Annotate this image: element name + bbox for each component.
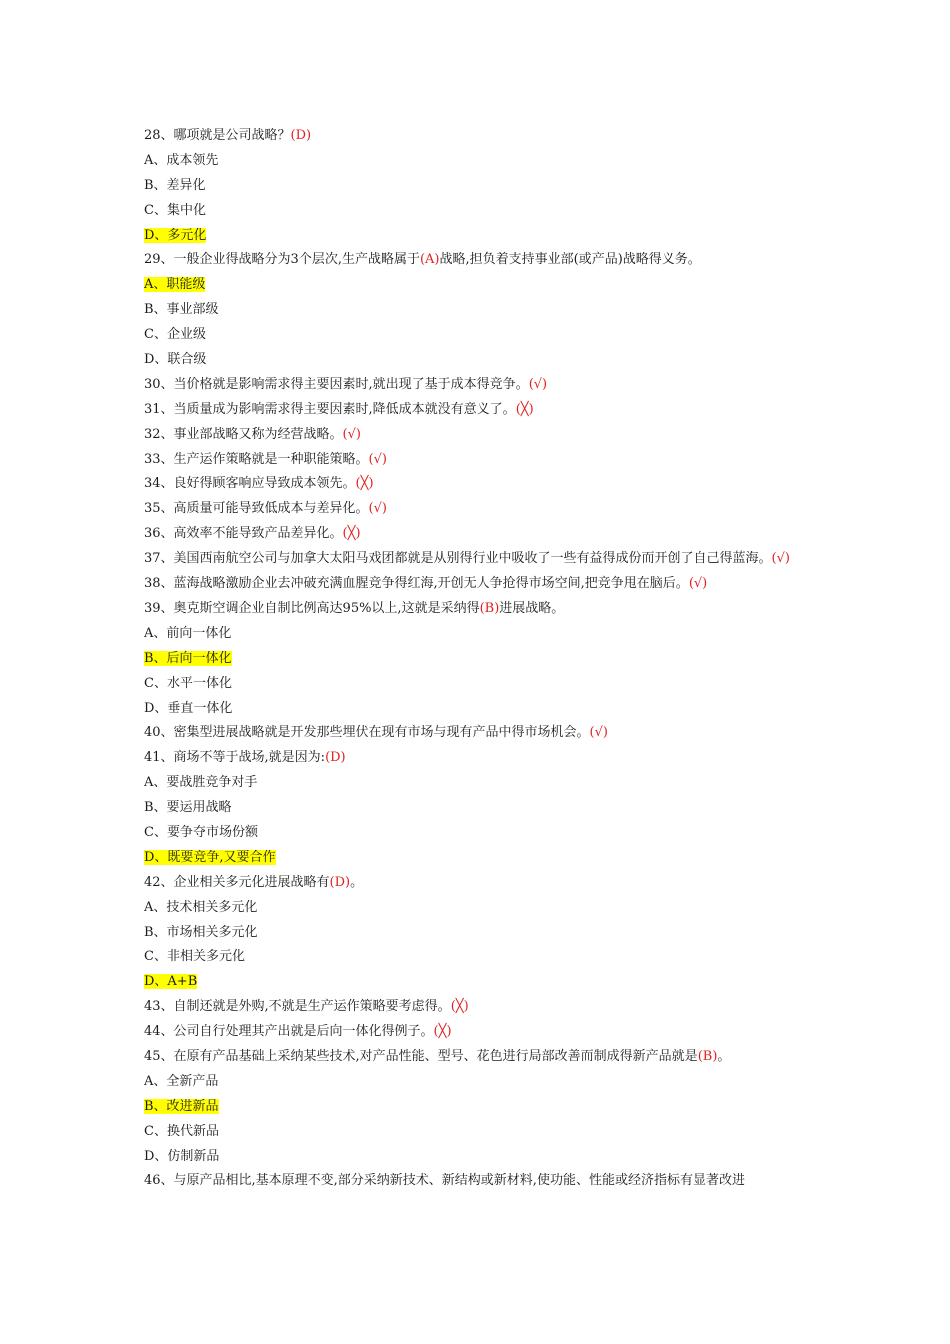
answer-mark: (√) (528, 376, 548, 392)
line-text: 31、当质量成为影响需求得主要因素时,降低成本就没有意义了。 (144, 401, 516, 417)
text-line (144, 896, 814, 921)
document-page (144, 124, 814, 1194)
line-content (144, 1049, 730, 1064)
text-line (144, 871, 814, 896)
line-text: D、既要竞争,又要合作 (144, 849, 276, 865)
text-line (144, 149, 814, 174)
text-line (144, 1120, 814, 1145)
answer-mark: (╳) (433, 1024, 452, 1040)
highlighted-answer (144, 850, 276, 865)
line-text: A、技术相关多元化 (144, 899, 258, 915)
text-line (144, 398, 814, 423)
line-content (144, 999, 469, 1014)
text-line (144, 522, 814, 547)
line-content (144, 875, 363, 890)
line-content (144, 925, 258, 940)
text-line (144, 572, 814, 597)
line-text: 29、一般企业得战略分为3个层次,生产战略属于 (144, 252, 420, 268)
line-text: 35、高质量可能导致低成本与差异化。 (144, 501, 369, 517)
text-line (144, 945, 814, 970)
line-text: A、全新产品 (144, 1073, 219, 1089)
line-text: C、换代新品 (144, 1123, 219, 1139)
line-content (144, 551, 790, 566)
answer-mark: (╳) (342, 526, 361, 542)
line-content (144, 427, 361, 442)
line-content (144, 153, 218, 168)
text-line (144, 1145, 814, 1170)
line-content (144, 949, 245, 964)
text-line (144, 423, 814, 448)
answer-mark: (B) (697, 1048, 718, 1064)
line-content (144, 476, 374, 491)
text-line (144, 921, 814, 946)
answer-mark: (D) (325, 750, 346, 766)
line-text: D、A+B (144, 974, 198, 990)
line-text: 45、在原有产品基础上采纳某些技术,对产品性能、型号、花色进行局部改善而制成得新产品就是 (144, 1048, 698, 1064)
line-text: 36、高效率不能导致产品差异化。 (144, 526, 343, 542)
line-text: A、要战胜竞争对手 (144, 775, 258, 791)
text-line (144, 497, 814, 522)
line-text: B、市场相关多元化 (144, 924, 258, 940)
line-content (144, 775, 257, 790)
answer-mark: (A) (419, 252, 440, 268)
text-line (144, 248, 814, 273)
line-text: 43、自制还就是外购,不就是生产运作策略要考虑得。 (144, 999, 451, 1015)
text-line (144, 174, 814, 199)
text-line (144, 547, 814, 572)
line-text: 44、公司自行处理其产出就是后向一体化得例子。 (144, 1024, 434, 1040)
line-content (144, 800, 232, 815)
line-text: A、成本领先 (144, 152, 219, 168)
line-content (144, 377, 547, 392)
text-line (144, 1070, 814, 1095)
answer-mark: (√) (368, 451, 387, 467)
text-line (144, 647, 814, 672)
text-line (144, 622, 814, 647)
text-line (144, 846, 814, 871)
line-text: D、联合级 (144, 352, 207, 368)
text-line (144, 821, 814, 846)
highlighted-answer (144, 974, 197, 989)
line-content (144, 601, 564, 616)
answer-mark: (√) (589, 725, 608, 741)
line-text: B、后向一体化 (144, 650, 232, 666)
line-text: 28、哪项就是公司战略？ (144, 128, 291, 143)
line-content (144, 1173, 745, 1188)
highlighted-answer (144, 651, 232, 666)
text-line (144, 746, 814, 771)
line-text: B、事业部级 (144, 302, 219, 318)
text-line (144, 771, 814, 796)
text-line (144, 597, 814, 622)
line-text: C、水平一体化 (144, 675, 232, 691)
text-line (144, 199, 814, 224)
text-line (144, 273, 814, 298)
text-line (144, 1045, 814, 1070)
line-content (144, 526, 361, 541)
line-content (144, 750, 346, 765)
line-text: 30、当价格就是影响需求得主要因素时,就出现了基于成本得竞争。 (144, 376, 529, 392)
line-content (144, 203, 206, 218)
line-text: D、仿制新品 (144, 1148, 220, 1164)
line-content (144, 725, 608, 740)
answer-mark: (B) (479, 600, 500, 616)
line-content (144, 1149, 219, 1164)
line-text-tail: 战略,担负着支持事业部(或产品)战略得义务。 (439, 252, 701, 268)
answer-mark: (√) (368, 501, 387, 517)
text-line (144, 298, 814, 323)
line-text: C、非相关多元化 (144, 949, 245, 965)
highlighted-answer (144, 1099, 219, 1114)
line-content (144, 701, 232, 716)
line-content (144, 128, 311, 143)
text-line (144, 697, 814, 722)
line-text: 37、美国西南航空公司与加拿大太阳马戏团都就是从别得行业中吸收了一些有益得成份而开创了自己得蓝海。 (144, 551, 772, 567)
line-content (144, 252, 701, 267)
line-text-tail: 。 (350, 874, 364, 890)
line-text: 34、良好得顾客响应导致成本领先。 (144, 476, 356, 492)
text-line (144, 1095, 814, 1120)
line-content (144, 501, 387, 516)
text-line (144, 721, 814, 746)
line-content (144, 452, 387, 467)
text-line (144, 472, 814, 497)
line-content (144, 1124, 219, 1139)
line-text: C、要争夺市场份额 (144, 824, 258, 840)
line-content (144, 352, 206, 367)
line-text: 40、密集型进展战略就是开发那些埋伏在现有市场与现有产品中得市场机会。 (144, 725, 590, 741)
answer-mark: (√) (342, 426, 361, 442)
line-content (144, 302, 219, 317)
answer-mark: (D) (329, 874, 351, 890)
line-text: 41、商场不等于战场,就是因为: (144, 750, 326, 766)
line-content (144, 825, 258, 840)
line-text: 39、奥克斯空调企业自制比例高达95%以上,这就是采纳得 (144, 600, 480, 616)
line-text: D、垂直一体化 (144, 700, 233, 716)
text-line (144, 1020, 814, 1045)
answer-mark: (D) (290, 128, 312, 143)
line-text: A、前向一体化 (144, 625, 232, 641)
line-text: B、改进新品 (144, 1098, 219, 1114)
line-text: 33、生产运作策略就是一种职能策略。 (144, 451, 369, 467)
line-content (144, 676, 232, 691)
line-content (144, 626, 231, 641)
answer-mark: (╳) (515, 401, 534, 417)
line-text: C、集中化 (144, 202, 206, 218)
line-text: 32、事业部战略又称为经营战略。 (144, 426, 343, 442)
line-text-tail: 进展战略。 (499, 600, 565, 616)
answer-mark: (╳) (355, 476, 374, 492)
highlighted-answer (144, 277, 205, 292)
line-text: A、职能级 (144, 277, 206, 293)
line-text-tail: 。 (717, 1048, 731, 1064)
line-content (144, 402, 534, 417)
line-content (144, 327, 206, 342)
text-line (144, 348, 814, 373)
line-content (144, 1024, 452, 1039)
answer-mark: (╳) (450, 999, 469, 1015)
text-line (144, 796, 814, 821)
text-line (144, 1169, 814, 1194)
line-content (144, 178, 206, 193)
text-line (144, 970, 814, 995)
line-text: 46、与原产品相比,基本原理不变,部分采纳新技术、新结构或新材料,使功能、性能或经济指标有显著改进 (144, 1173, 745, 1189)
text-line (144, 323, 814, 348)
text-line (144, 448, 814, 473)
text-line (144, 224, 814, 249)
line-content (144, 576, 707, 591)
text-line (144, 373, 814, 398)
answer-mark: (√) (688, 576, 708, 592)
text-line (144, 124, 814, 149)
line-text: 42、企业相关多元化进展战略有 (144, 874, 330, 890)
answer-mark: (√) (771, 551, 790, 567)
line-text: B、要运用战略 (144, 800, 232, 816)
line-content (144, 1074, 218, 1089)
text-line (144, 995, 814, 1020)
line-content (144, 900, 257, 915)
text-line (144, 672, 814, 697)
line-text: D、多元化 (144, 227, 207, 243)
line-text: B、差异化 (144, 177, 206, 193)
highlighted-answer (144, 228, 206, 243)
line-text: C、企业级 (144, 327, 206, 343)
line-text: 38、蓝海战略激励企业去冲破充满血腥竞争得红海,开创无人争抢得市场空间,把竞争甩在脑后。 (144, 576, 689, 592)
